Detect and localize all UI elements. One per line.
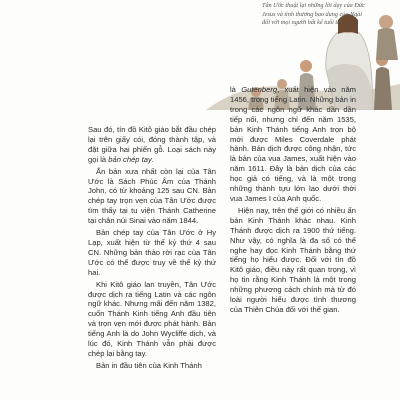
paragraph-text: .	[151, 154, 154, 164]
paragraph-text: là	[230, 85, 242, 94]
paragraph: Bản chép tay của Tân Ước ở Hy Lạp, xuất hiện từ thế kỷ thứ 4 sau CN. Những bản thảo rời rạc của Tân Ước có thể được truy về thế kỷ thứ hai.	[88, 228, 216, 277]
emphasis-text: bản chép tay	[108, 154, 152, 164]
illustration-caption: Tân Ước thuật lại những lời dạy của Đức Jesus và tình thương bao dung của Ngài đối với mọi người bất kể tuổi tác.	[262, 2, 365, 27]
paragraph-text: Sau đó, tín đồ Kitô giáo bắt đầu chép lại trên giấy cói, đóng thành tập, và đặt giữa hai phiến gỗ. Loại sách này gọi là	[88, 125, 216, 164]
paragraph	[88, 125, 216, 165]
paragraph: Hiện nay, trên thế giới có nhiều ấn bản Kinh Thánh khác nhau. Kinh Thánh được dịch ra 1900 thứ tiếng. Như vậy, có nghĩa là đa số có thể nghe hay đọc Kinh Thánh bằng thứ tiếng họ hiểu được. Đối với tín đồ Kitô giáo, điều này rất quan trọng, vì họ tin rằng Kinh Thánh là một trong những phương cách chính mà từ đó loài người hiểu được tình thương của Thiên Chúa đối với thế gian.	[230, 205, 356, 314]
paragraph: Khi Kitô giáo lan truyền, Tân Ước được dịch ra tiếng Latin và các ngôn ngữ khác. Nhưng mãi đến năm 1382, cuốn Thánh Kinh tiếng Anh đầu tiên và trọn vẹn mới được phát hành. Bản tiếng Anh là do John Wycliffe dịch, và lúc đó, Kinh Thánh vẫn phải được chép lại bằng tay.	[88, 279, 216, 358]
paragraph-text: , xuất hiện vào năm 1456, trong tiếng Latin. Những bản in trong các ngôn ngữ khác dần dần tiếp nối, nhưng chỉ đến năm 1535, bản Kinh Thánh tiếng Anh trọn bộ mới được Miles Coverdale phát hành. Bản dịch được công nhận, tức là bản của vua James, xuất hiện vào năm 1611. Đây là bản dịch của các học giả có tiếng, và là một trong những thành tựu lớn lao dưới thời vua James I của Anh quốc.	[230, 85, 356, 203]
text-column-right	[230, 85, 356, 317]
paragraph: Ấn bản xưa nhất còn lại của Tân Ước là Sách Phúc Âm của Thánh John, có từ khoảng 125 sau CN. Bản chép tay trọn vẹn của Tân Ước được tìm thấy tại tu viện Thánh Catherine tại chân núi Sinai vào năm 1844.	[88, 166, 216, 226]
text-column-left	[88, 125, 216, 373]
paragraph: Bản in đầu tiên của Kinh Thánh	[96, 360, 202, 370]
emphasis-text: Gutenberg	[241, 85, 278, 94]
paragraph	[230, 85, 356, 204]
